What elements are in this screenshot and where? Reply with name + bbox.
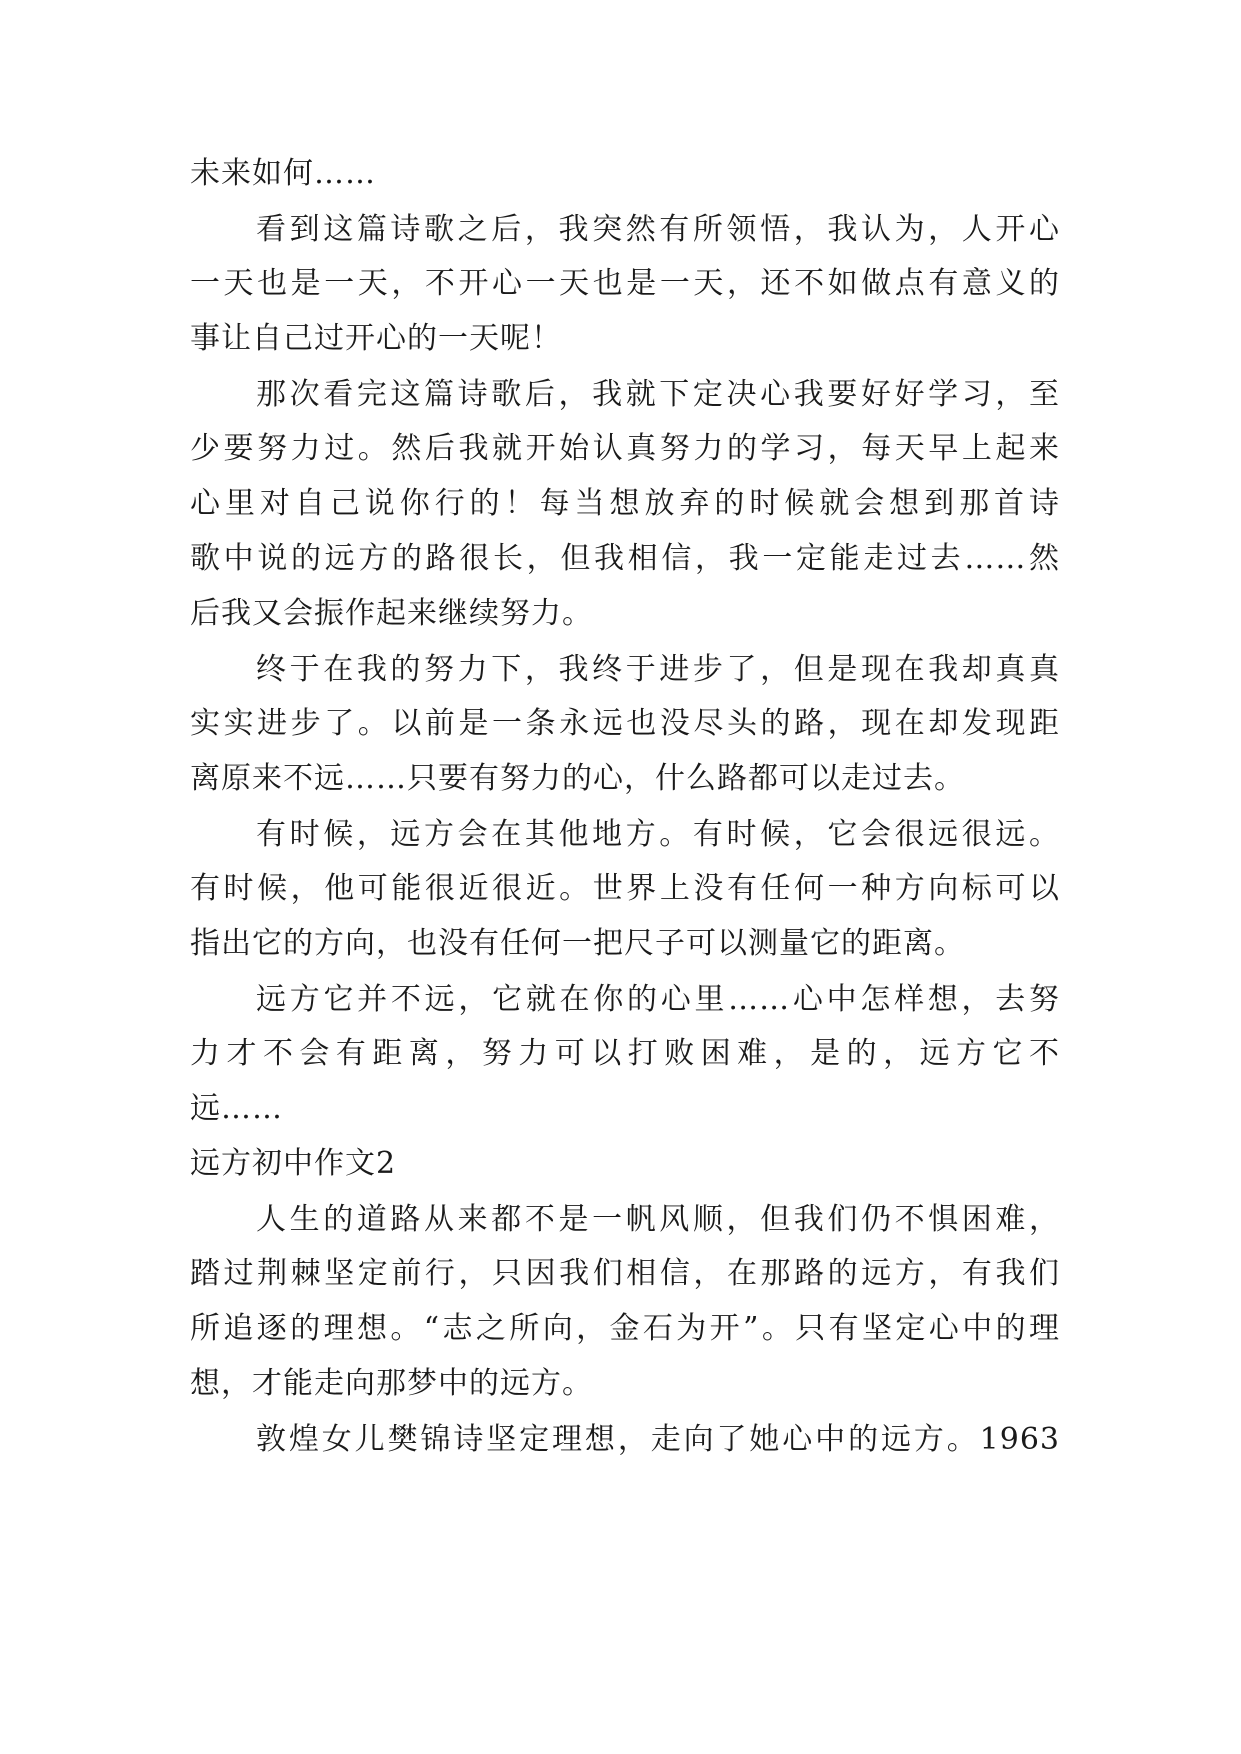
section-heading: 远方初中作文2	[190, 1146, 397, 1181]
paragraph-first-line: 远方它并不远，它就在你的心里……心中怎样想，去努	[256, 982, 1060, 1017]
text-line: 事让自己过开心的一天呢！	[190, 321, 562, 356]
paragraph-first-line: 有时候，远方会在其他地方。有时候，它会很远很远。	[256, 817, 1060, 852]
text-line: 实实进步了。以前是一条永远也没尽头的路，现在却发现距	[190, 706, 1060, 741]
text-line: 未来如何……	[190, 156, 376, 191]
text-line: 指出它的方向，也没有任何一把尺子可以测量它的距离。	[190, 926, 965, 961]
text-line: 少要努力过。然后我就开始认真努力的学习，每天早上起来	[190, 431, 1060, 466]
text-line: 有时候，他可能很近很近。世界上没有任何一种方向标可以	[190, 871, 1060, 906]
text-line: 心里对自己说你行的！每当想放弃的时候就会想到那首诗	[190, 486, 1060, 521]
text-line: 所追逐的理想。“志之所向，金石为开”。只有坚定心中的理	[190, 1311, 1060, 1346]
text-line: 远……	[190, 1091, 283, 1126]
text-line: 力才不会有距离，努力可以打败困难，是的，远方它不	[190, 1036, 1060, 1071]
text-line: 想，才能走向那梦中的远方。	[190, 1366, 593, 1401]
text-line: 一天也是一天，不开心一天也是一天，还不如做点有意义的	[190, 266, 1060, 301]
text-line: 后我又会振作起来继续努力。	[190, 596, 593, 631]
text-line: 歌中说的远方的路很长，但我相信，我一定能走过去……然	[190, 541, 1060, 576]
paragraph-first-line: 那次看完这篇诗歌后，我就下定决心我要好好学习，至	[256, 377, 1060, 412]
paragraph-first-line: 终于在我的努力下，我终于进步了，但是现在我却真真	[256, 652, 1060, 687]
paragraph-first-line: 看到这篇诗歌之后，我突然有所领悟，我认为，人开心	[256, 212, 1060, 247]
text-line: 踏过荆棘坚定前行，只因我们相信，在那路的远方，有我们	[190, 1256, 1060, 1291]
paragraph-first-line: 人生的道路从来都不是一帆风顺，但我们仍不惧困难，	[256, 1202, 1060, 1237]
text-line: 离原来不远……只要有努力的心，什么路都可以走过去。	[190, 761, 965, 796]
paragraph-first-line: 敦煌女儿樊锦诗坚定理想，走向了她心中的远方。1963	[256, 1422, 1060, 1457]
